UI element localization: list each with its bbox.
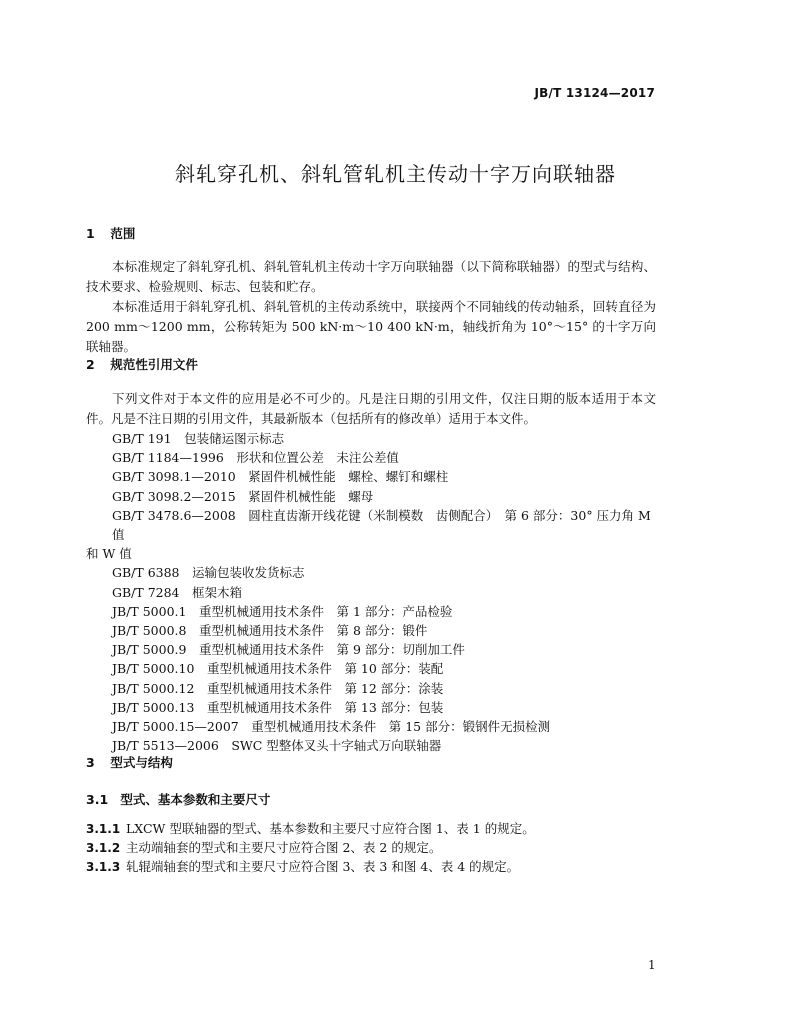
section-number: 1 bbox=[86, 226, 95, 241]
ref-code: GB/T 3478.6—2008 bbox=[112, 507, 236, 523]
clause-text: LXCW 型联轴器的型式、基本参数和主要尺寸应符合图 1、表 1 的规定。 bbox=[126, 821, 535, 836]
document-title: 斜轧穿孔机、斜轧管轧机主传动十字万向联轴器 bbox=[175, 162, 616, 186]
ref-name-continuation: 和 W 值 bbox=[86, 546, 132, 562]
section-title: 范围 bbox=[110, 226, 136, 241]
clause-text: 主动端轴套的型式和主要尺寸应符合图 2、表 2 的规定。 bbox=[126, 840, 442, 855]
clause-number: 3.1.2 bbox=[86, 841, 121, 855]
ref-name: 重型机械通用技术条件 第 12 部分：涂装 bbox=[206, 680, 444, 696]
ref-name: 包装储运图示标志 bbox=[184, 431, 285, 446]
clause-3-1-3 bbox=[86, 857, 519, 875]
reference-item bbox=[86, 429, 656, 448]
clause-3-1-1 bbox=[86, 819, 535, 837]
reference-item bbox=[86, 717, 656, 736]
reference-list bbox=[86, 429, 656, 755]
page-number: 1 bbox=[648, 958, 656, 972]
clause-number: 3.1.1 bbox=[86, 822, 121, 836]
section-1-heading bbox=[86, 224, 135, 242]
section-title: 型式与结构 bbox=[110, 755, 173, 770]
ref-name: SWC 型整体叉头十字轴式万向联轴器 bbox=[231, 738, 442, 754]
reference-item bbox=[86, 698, 656, 717]
ref-code: GB/T 1184—1996 bbox=[112, 450, 224, 466]
reference-item bbox=[86, 563, 656, 582]
section-3-1-heading bbox=[86, 790, 270, 808]
reference-item bbox=[86, 659, 656, 678]
ref-name: 重型机械通用技术条件 第 9 部分：切削加工件 bbox=[198, 642, 465, 658]
ref-code: GB/T 191 bbox=[112, 431, 172, 446]
section-3-heading bbox=[86, 753, 173, 771]
normative-intro bbox=[86, 389, 656, 429]
reference-item bbox=[86, 640, 656, 659]
scope-paragraph-2: 本标准适用于斜轧穿孔机、斜轧管机的主传动系统中，联接两个不同轴线的传动轴系，回转直径为200 mm～1200 mm，公称转矩为 500 kN·m～10 400 kN·m，轴线折角为 10°～15° 的十字万向联轴器。 bbox=[86, 299, 656, 354]
ref-code: GB/T 3098.1—2010 bbox=[112, 469, 236, 485]
section-number: 2 bbox=[86, 357, 95, 372]
ref-code: GB/T 3098.2—2015 bbox=[112, 488, 236, 504]
ref-code: JB/T 5000.13 bbox=[112, 699, 195, 715]
ref-code: JB/T 5000.10 bbox=[112, 661, 195, 677]
section-title: 规范性引用文件 bbox=[110, 357, 198, 372]
ref-name: 重型机械通用技术条件 第 15 部分：锻钢件无损检测 bbox=[251, 719, 551, 735]
ref-name: 框架木箱 bbox=[192, 584, 243, 600]
scope-paragraph-1: 本标准规定了斜轧穿孔机、斜轧管轧机主传动十字万向联轴器（以下简称联轴器）的型式与结构、技术要求、检验规则、标志、包装和贮存。 bbox=[86, 259, 656, 294]
clause-3-1-2 bbox=[86, 838, 441, 856]
reference-item bbox=[86, 487, 656, 506]
scope-body bbox=[86, 257, 656, 357]
ref-name: 重型机械通用技术条件 第 8 部分：锻件 bbox=[198, 623, 428, 639]
ref-code: JB/T 5513—2006 bbox=[112, 738, 219, 754]
ref-code: GB/T 7284 bbox=[112, 584, 180, 600]
reference-item bbox=[86, 621, 656, 640]
section-title: 型式、基本参数和主要尺寸 bbox=[120, 792, 271, 807]
ref-name: 圆柱直齿渐开线花键（米制模数 齿侧配合） 第 6 部分：30° 压力角 M 值 bbox=[112, 507, 651, 543]
standard-code-header: JB/T 13124—2017 bbox=[534, 86, 655, 100]
ref-name: 重型机械通用技术条件 第 13 部分：包装 bbox=[206, 699, 444, 715]
section-number: 3.1 bbox=[86, 792, 109, 807]
reference-item bbox=[86, 583, 656, 602]
ref-code: JB/T 5000.15—2007 bbox=[112, 719, 239, 735]
ref-name: 重型机械通用技术条件 第 10 部分：装配 bbox=[206, 661, 444, 677]
ref-code: JB/T 5000.8 bbox=[112, 623, 187, 639]
reference-item bbox=[86, 506, 656, 564]
ref-code: JB/T 5000.1 bbox=[112, 603, 187, 619]
ref-name: 重型机械通用技术条件 第 1 部分：产品检验 bbox=[198, 603, 453, 619]
section-2-heading bbox=[86, 355, 198, 373]
ref-name: 紧固件机械性能 螺栓、螺钉和螺柱 bbox=[248, 469, 449, 485]
clause-text: 轧辊端轴套的型式和主要尺寸应符合图 3、表 3 和图 4、表 4 的规定。 bbox=[126, 859, 520, 874]
section-number: 3 bbox=[86, 755, 95, 770]
ref-code: GB/T 6388 bbox=[112, 565, 180, 581]
ref-code: JB/T 5000.12 bbox=[112, 680, 195, 696]
ref-name: 紧固件机械性能 螺母 bbox=[248, 488, 374, 504]
ref-name: 形状和位置公差 未注公差值 bbox=[236, 450, 399, 466]
normative-intro-paragraph: 下列文件对于本文件的应用是必不可少的。凡是注日期的引用文件，仅注日期的版本适用于本文件。凡是不注日期的引用文件，其最新版本（包括所有的修改单）适用于本文件。 bbox=[86, 391, 656, 426]
clause-number: 3.1.3 bbox=[86, 860, 121, 874]
ref-name: 运输包装收发货标志 bbox=[192, 565, 305, 581]
ref-code: JB/T 5000.9 bbox=[112, 642, 187, 658]
reference-item bbox=[86, 602, 656, 621]
reference-item bbox=[86, 467, 656, 486]
reference-item bbox=[86, 448, 656, 467]
reference-item bbox=[86, 679, 656, 698]
